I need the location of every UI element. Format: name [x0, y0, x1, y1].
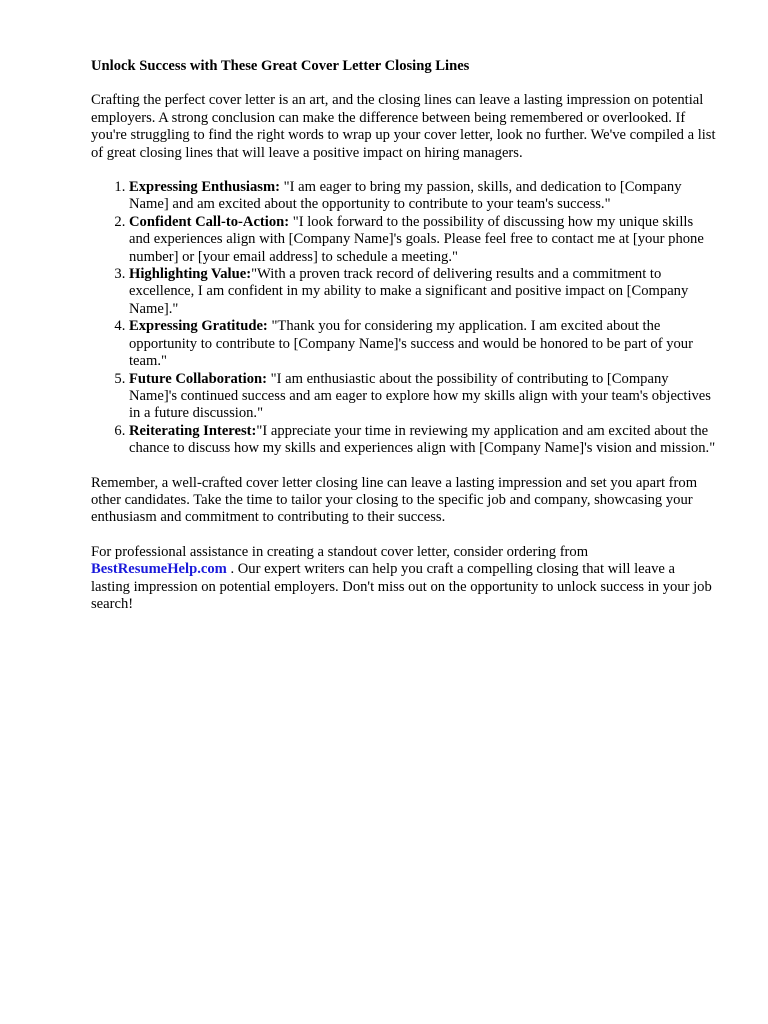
tip-text: "I look forward to the possibility of discussing how my unique skills and experiences align with [Company Name]'s goals. Please feel free to contact me at [your phone number] or [your email address] to schedule a meeting." — [129, 213, 704, 265]
tip-label: Reiterating Interest: — [129, 422, 257, 439]
closing-text-before-link: For professional assistance in creating a standout cover letter, consider ordering from — [91, 543, 589, 560]
list-item — [129, 266, 716, 318]
list-item — [129, 179, 716, 214]
tip-text: "I am eager to bring my passion, skills, and dedication to [Company Name] and am excited about the opportunity to contribute to your team's success." — [129, 179, 682, 213]
document-page — [91, 58, 716, 630]
tip-label: Confident Call-to-Action: — [129, 213, 290, 230]
closing-text-after-link: . Our expert writers can help you craft a compelling closing that will leave a lasting impression on potential employers. Don't miss out on the opportunity to unlock success in your job search! — [91, 561, 712, 612]
tip-label: Expressing Gratitude: — [129, 318, 268, 335]
tip-label: Expressing Enthusiasm: — [129, 179, 280, 196]
bestresumehelp-link[interactable]: BestResumeHelp.com — [91, 561, 227, 578]
document-title: Unlock Success with These Great Cover Letter Closing Lines — [91, 58, 470, 74]
list-item — [129, 423, 716, 458]
closing-lines-list — [91, 179, 716, 458]
tip-label: Highlighting Value: — [129, 266, 252, 283]
list-item — [129, 318, 716, 370]
tip-text: "With a proven track record of delivering results and a commitment to excellence, I am confident in my ability to make a significant and positive impact on [Company Name]." — [129, 266, 689, 317]
tip-text: "Thank you for considering my application. I am excited about the opportunity to contribute to [Company Name]'s success and would be honored to be part of your team." — [129, 318, 693, 370]
tip-text: "I appreciate your time in reviewing my application and am excited about the chance to discuss how my skills and experiences align with [Company Name]'s vision and mission." — [129, 422, 716, 457]
intro-paragraph: Crafting the perfect cover letter is an art, and the closing lines can leave a lasting impression on potential employers. A strong conclusion can make the difference between being remembered or overlooked. If you're struggling to find the right words to wrap up your cover letter, look no further. We've compiled a list of great closing lines that will leave a positive impact on hiring managers. — [91, 92, 716, 161]
list-item — [129, 371, 716, 423]
tip-label: Future Collaboration: — [129, 370, 267, 387]
remember-paragraph: Remember, a well-crafted cover letter closing line can leave a lasting impression and set you apart from other candidates. Take the time to tailor your closing to the specific job and company, showcasing your enthusiasm and commitment to contributing to their success. — [91, 474, 698, 526]
list-item — [129, 214, 716, 266]
closing-paragraph — [91, 544, 716, 614]
tip-text: "I am enthusiastic about the possibility of contributing to [Company Name]'s continued success and am eager to explore how my skills align with your team's objectives in a future discussion." — [129, 370, 711, 422]
